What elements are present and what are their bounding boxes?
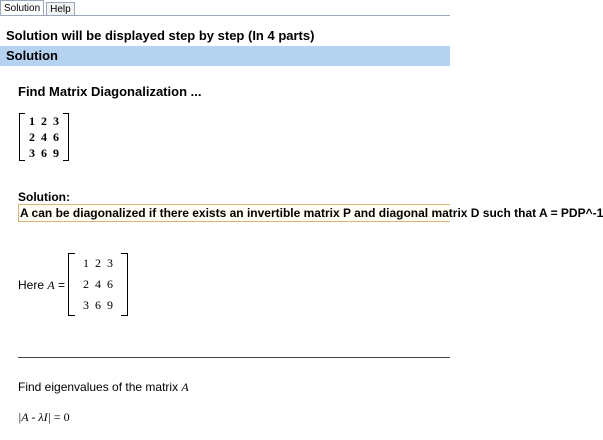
matrix-cell: 3 [83,298,89,312]
matrix-cell: 3 [53,114,59,128]
here-label [18,278,65,293]
here-prefix: Here [18,278,48,292]
input-matrix [19,113,69,166]
right-bracket [121,253,128,316]
solution-label: Solution: [18,190,70,204]
problem-title: Find Matrix Diagonalization ... [18,84,202,99]
matrix-cell: 6 [107,277,113,291]
left-bracket [19,113,25,161]
eigenvalues-heading [18,380,189,395]
solution-statement: A can be diagonalized if there exists an invertible matrix P and diagonal matrix D such that A = PDP^-1 [20,206,603,220]
matrix-cell: 4 [41,130,47,144]
page-headline: Solution will be displayed step by step (In 4 parts) [6,28,315,43]
matrix-cell: 3 [29,146,35,160]
matrix-cell: 2 [95,256,101,270]
step-divider [18,357,450,358]
eigenvalues-text: Find eigenvalues of the matrix [18,380,182,394]
matrix-cell: 6 [41,146,47,160]
determinant-expression: |A - λI| [18,410,51,424]
matrix-cell: 9 [53,146,59,160]
equation-rhs: = 0 [50,410,70,424]
matrix-variable: A [181,380,189,394]
characteristic-equation [18,410,70,425]
tab-divider [0,15,450,16]
tab-solution[interactable]: Solution [0,0,44,16]
matrix-cell: 2 [41,114,47,128]
left-bracket [68,253,75,316]
tab-bar [0,0,77,16]
matrix-cell: 6 [53,130,59,144]
matrix-cell: 9 [107,298,113,312]
equals-sign: = [54,278,66,292]
display-matrix [68,253,128,321]
matrix-variable: A [47,278,55,292]
section-header: Solution [0,46,450,66]
matrix-cell: 6 [95,298,101,312]
right-bracket [63,113,69,161]
matrix-cell: 4 [95,277,101,291]
matrix-cell: 1 [29,114,35,128]
tab-help[interactable]: Help [46,2,75,16]
matrix-cell: 2 [29,130,35,144]
matrix-cell: 3 [107,256,113,270]
matrix-cell: 1 [83,256,89,270]
matrix-cell: 2 [83,277,89,291]
